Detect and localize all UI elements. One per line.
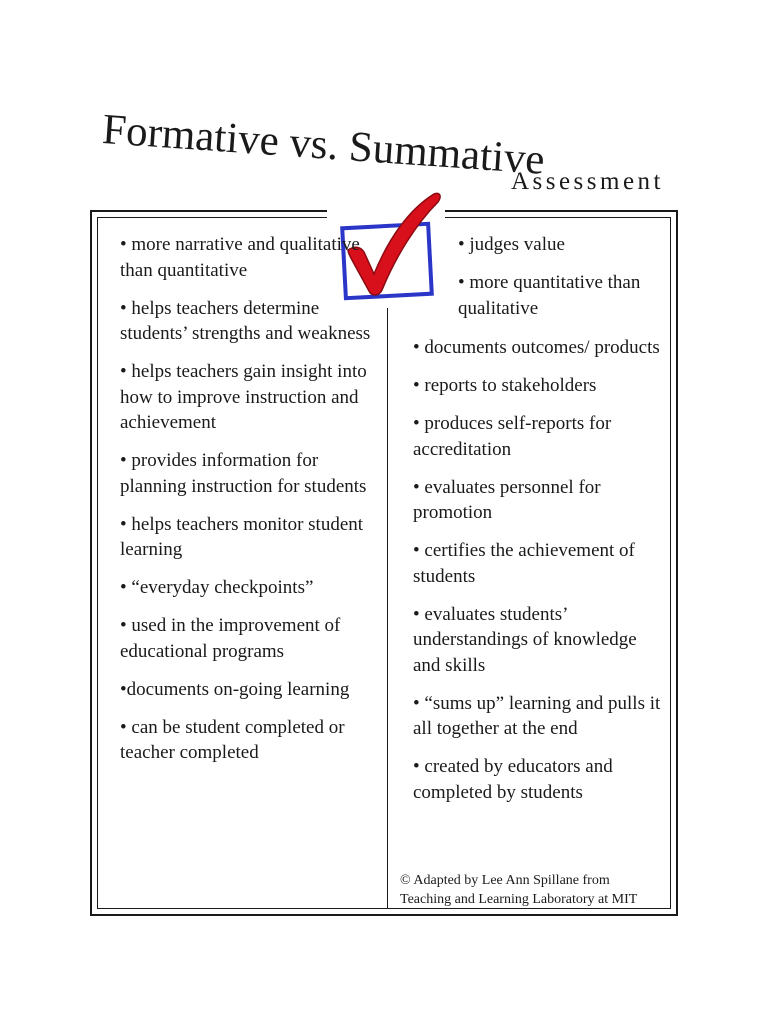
summative-item: • reports to stakeholders [413, 375, 597, 396]
page-subtitle: Assessment [510, 168, 664, 195]
formative-item: • can be student completed or teacher completed [120, 716, 345, 763]
formative-item: • helps teachers gain insight into how to improve instruction and achievement [120, 361, 367, 433]
summative-item: • created by educators and completed by students [413, 756, 613, 803]
summative-item: • evaluates students’ understandings of knowledge and skills [413, 603, 637, 676]
summative-column-top [458, 232, 668, 334]
summative-column [413, 335, 668, 818]
summative-item: • documents outcomes/ products [413, 337, 660, 358]
formative-item: • helps teachers monitor student learning [120, 513, 364, 560]
summative-item: • more quantitative than qualitative [458, 272, 641, 319]
formative-item: • provides information for planning instruction for students [120, 450, 367, 497]
formative-item: • used in the improvement of educational programs [120, 615, 341, 662]
summative-item: • “sums up” learning and pulls it all together at the end [413, 692, 661, 739]
formative-item: • “everyday checkpoints” [120, 577, 314, 598]
credit-line: Teaching and Learning Laboratory at MIT [400, 892, 638, 907]
formative-item: • helps teachers determine students’ strengths and weakness [120, 297, 371, 344]
page-title: Formative vs. Summative [100, 106, 547, 184]
formative-item: •documents on-going learning [120, 678, 350, 700]
summative-item: • produces self-reports for accreditation [413, 413, 612, 460]
formative-item: • more narrative and qualitative than quantitative [120, 234, 360, 281]
summative-item: • certifies the achievement of students [413, 540, 635, 587]
credit-line: © Adapted by Lee Ann Spillane from [400, 873, 610, 888]
formative-column [120, 232, 376, 778]
column-divider [387, 308, 388, 908]
summative-item: • evaluates personnel for promotion [413, 476, 601, 523]
credit-note [400, 871, 670, 909]
summative-item: • judges value [458, 234, 565, 255]
